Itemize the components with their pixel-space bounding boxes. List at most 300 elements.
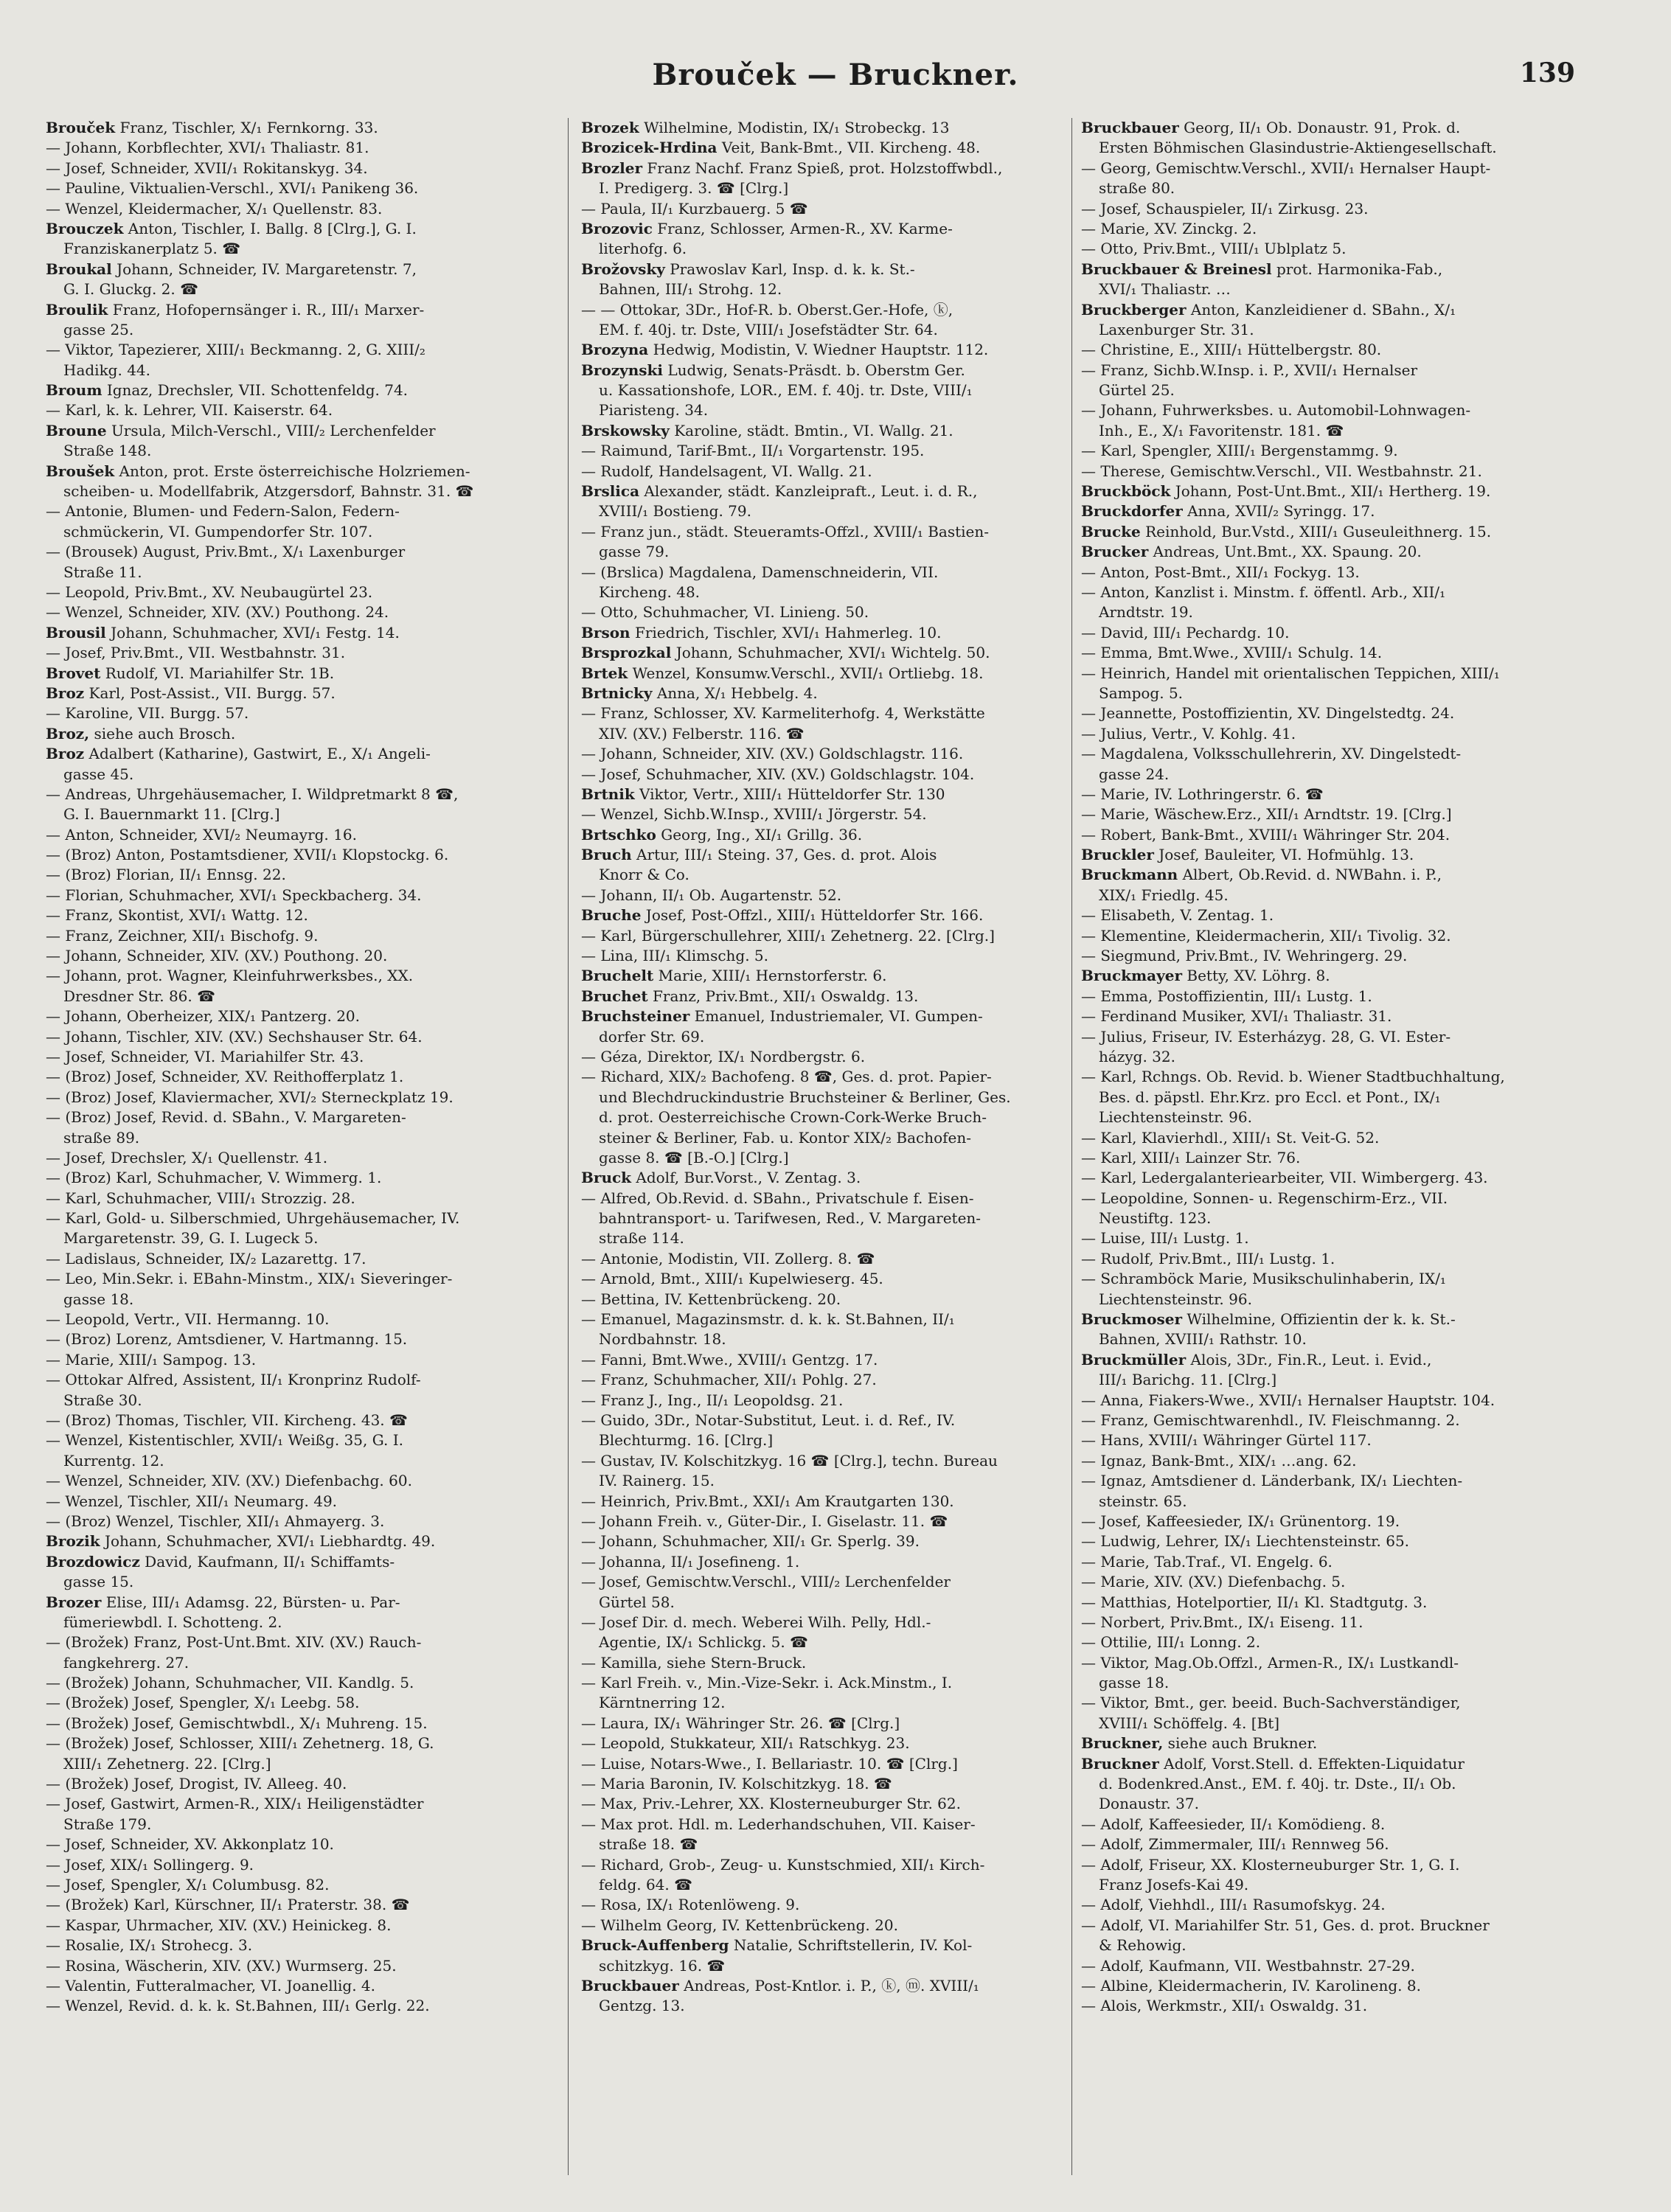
entry-text: — Anna, Fiakers-Wwe., XVII/₁ Hernalser Hauptstr. 104. xyxy=(1081,1391,1495,1409)
entry-text: David, Kaufmann, II/₁ Schiffamts- xyxy=(139,1552,395,1571)
entry-text: — Valentin, Futteralmacher, VI. Joanellig. 4. xyxy=(46,1976,376,1994)
entry-text: Kircheng. 48. xyxy=(599,582,701,601)
entry-text: — Wenzel, Kleidermacher, X/₁ Quellenstr. 83. xyxy=(46,199,383,218)
directory-line xyxy=(46,501,555,521)
directory-line xyxy=(46,602,555,622)
directory-line xyxy=(1081,724,1597,744)
entry-text: & Rehowig. xyxy=(1099,1936,1187,1955)
directory-entry xyxy=(46,1531,555,1551)
entry-text: — Karl, k. k. Lehrer, VII. Kaiserstr. 64. xyxy=(46,401,333,420)
entry-text: — Josef, Spengler, X/₁ Columbusg. 82. xyxy=(46,1875,330,1893)
directory-line xyxy=(581,804,1090,824)
entry-text: Reinhold, Bur.Vstd., XIII/₁ Guseuleithnerg. 15. xyxy=(1140,522,1492,540)
directory-line xyxy=(1081,380,1597,400)
entry-text: — Bettina, IV. Kettenbrückeng. 20. xyxy=(581,1290,841,1308)
entry-surname: Broušek xyxy=(46,462,115,480)
entry-text: — Emma, Postoffizientin, III/₁ Lustg. 1. xyxy=(1081,987,1372,1005)
directory-line xyxy=(46,1290,555,1310)
directory-line xyxy=(581,1249,1090,1269)
entry-text: — Rosa, IX/₁ Rotenlöweng. 9. xyxy=(581,1896,800,1914)
directory-line xyxy=(46,1310,555,1329)
entry-text: — Wenzel, Schneider, XIV. (XV.) Diefenbachg. 60. xyxy=(46,1472,412,1490)
entry-text: Andreas, Unt.Bmt., XX. Spaung. 20. xyxy=(1148,543,1422,561)
entry-text: — Kaspar, Uhrmacher, XIV. (XV.) Heinickeg. 8. xyxy=(46,1916,392,1934)
entry-text: — Josef, Priv.Bmt., VII. Westbahnstr. 31. xyxy=(46,644,346,662)
entry-text: házyg. 32. xyxy=(1099,1047,1175,1065)
directory-line xyxy=(1081,1228,1597,1248)
entry-text: — Ferdinand Musiker, XVI/₁ Thaliastr. 31. xyxy=(1081,1007,1392,1026)
directory-entry xyxy=(46,300,555,320)
entry-text: Straße 148. xyxy=(63,442,152,460)
entry-text: gasse 15. xyxy=(63,1573,134,1591)
entry-text: siehe auch Brosch. xyxy=(89,724,236,742)
entry-surname: Bruck-Auffenberg xyxy=(581,1936,729,1955)
entry-text: — Géza, Direktor, IX/₁ Nordbergstr. 6. xyxy=(581,1047,866,1065)
entry-text: — Anton, Schneider, XVI/₂ Neumayrg. 16. xyxy=(46,825,357,844)
directory-line xyxy=(581,239,1090,259)
entry-text: Veit, Bank-Bmt., VII. Kircheng. 48. xyxy=(717,139,981,157)
directory-line xyxy=(581,1269,1090,1289)
directory-line xyxy=(581,1492,1090,1512)
directory-entry xyxy=(581,159,1090,178)
directory-entry xyxy=(581,623,1090,643)
entry-text: — Christine, E., XIII/₁ Hüttelbergstr. 80. xyxy=(1081,341,1382,359)
entry-text: — Franz J., Ing., II/₁ Leopoldsg. 21. xyxy=(581,1391,844,1409)
directory-line xyxy=(46,1047,555,1067)
entry-text: Bahnen, III/₁ Strohg. 12. xyxy=(599,280,782,299)
directory-line xyxy=(581,1552,1090,1572)
entry-text: Wilhelmine, Offizientin der k. k. St.- xyxy=(1182,1310,1456,1329)
directory-line xyxy=(581,703,1090,723)
directory-line xyxy=(46,1794,555,1814)
entry-text: — Schramböck Marie, Musikschulinhaberin, IX/₁ xyxy=(1081,1270,1446,1288)
entry-text: — Otto, Priv.Bmt., VIII/₁ Ublplatz 5. xyxy=(1081,240,1347,258)
entry-text: XIX/₁ Friedlg. 45. xyxy=(1099,886,1229,904)
entry-text: gasse 25. xyxy=(63,320,134,338)
directory-line xyxy=(1081,178,1597,198)
entry-text: — Antonie, Blumen- und Federn-Salon, Federn- xyxy=(46,502,400,521)
entry-text: Franz Nachf. Franz Spieß, prot. Holzstoffwbdl., xyxy=(642,159,1003,177)
directory-line xyxy=(1081,1249,1597,1269)
directory-entry xyxy=(1081,542,1597,562)
entry-text: — Guido, 3Dr., Notar-Substitut, Leut. i. d. Ref., IV. xyxy=(581,1411,956,1429)
entry-surname: Bruckböck xyxy=(1081,482,1171,501)
entry-text: EM. f. 40j. tr. Dste, VIII/₁ Josefstädter Str. 64. xyxy=(599,320,938,338)
directory-line xyxy=(46,1956,555,1976)
entry-text: XVI/₁ Thaliastr. … xyxy=(1099,280,1231,299)
directory-line xyxy=(46,1088,555,1107)
entry-text: — Karl, Klavierhdl., XIII/₁ St. Veit-G. 52. xyxy=(1081,1128,1380,1147)
entry-surname: Bruchet xyxy=(581,987,648,1005)
entry-text: — Norbert, Priv.Bmt., IX/₁ Eiseng. 11. xyxy=(1081,1613,1363,1631)
directory-line xyxy=(46,785,555,804)
directory-line xyxy=(581,1189,1090,1208)
entry-surname: Broz xyxy=(46,684,85,702)
directory-line xyxy=(46,481,555,501)
directory-entry xyxy=(581,825,1090,845)
directory-line xyxy=(1081,643,1597,663)
directory-line xyxy=(581,582,1090,602)
entry-text: — Kamilla, siehe Stern-Bruck. xyxy=(581,1653,807,1672)
directory-line xyxy=(46,1976,555,1996)
entry-text: — Josef, Schuhmacher, XIV. (XV.) Goldschlagstr. 104. xyxy=(581,765,975,783)
entry-text: — Wenzel, Schneider, XIV. (XV.) Pouthong. 24. xyxy=(46,603,389,622)
directory-line xyxy=(1081,279,1597,299)
directory-line xyxy=(581,1391,1090,1411)
entry-surname: Bruchsteiner xyxy=(581,1007,690,1026)
directory-line xyxy=(46,199,555,219)
directory-line xyxy=(46,926,555,946)
directory-line xyxy=(46,804,555,824)
directory-line xyxy=(1081,1189,1597,1208)
directory-line xyxy=(46,845,555,865)
directory-entry xyxy=(46,1593,555,1613)
entry-text: Natalie, Schriftstellerin, IV. Kol- xyxy=(729,1936,973,1955)
entry-text: Johann, Schuhmacher, XVI/₁ Wichtelg. 50. xyxy=(671,644,990,662)
entry-text: Neustiftg. 123. xyxy=(1099,1209,1212,1228)
entry-text: Albert, Ob.Revid. d. NWBahn. i. P., xyxy=(1178,866,1442,884)
directory-line xyxy=(581,1430,1090,1450)
entry-text: IV. Rainerg. 15. xyxy=(599,1472,715,1490)
entry-text: — (Brožek) Josef, Spengler, X/₁ Leebg. 58. xyxy=(46,1694,360,1712)
entry-text: — Andreas, Uhrgehäusemacher, I. Wildpretmarkt 8 ☎, xyxy=(46,785,459,803)
directory-entry xyxy=(581,138,1090,158)
directory-line xyxy=(581,563,1090,582)
entry-text: — Paula, II/₁ Kurzbauerg. 5 ☎ xyxy=(581,199,808,218)
directory-line xyxy=(46,1996,555,2016)
directory-line xyxy=(581,1794,1090,1814)
directory-line xyxy=(46,400,555,420)
page-number: 139 xyxy=(1519,58,1575,88)
directory-line xyxy=(1081,1976,1597,1996)
directory-line xyxy=(581,1370,1090,1390)
entry-text: — Josef Dir. d. mech. Weberei Wilh. Pelly, Hdl.- xyxy=(581,1613,931,1631)
directory-line xyxy=(46,1471,555,1491)
entry-text: — Richard, XIX/₂ Bachofeng. 8 ☎, Ges. d. prot. Papier- xyxy=(581,1068,992,1086)
entry-text: — Alois, Werkmstr., XII/₁ Oswaldg. 31. xyxy=(1081,1997,1368,2015)
entry-text: — Rosina, Wäscherin, XIV. (XV.) Wurmserg. 25. xyxy=(46,1956,397,1975)
directory-line xyxy=(581,886,1090,905)
directory-entry xyxy=(46,744,555,764)
directory-line xyxy=(1081,1107,1597,1127)
directory-line xyxy=(581,320,1090,340)
directory-line xyxy=(46,1754,555,1774)
directory-line xyxy=(581,300,1090,320)
entry-text: Georg, Ing., XI/₁ Grillg. 36. xyxy=(656,825,863,844)
entry-text: — Emma, Bmt.Wwe., XVIII/₁ Schulg. 14. xyxy=(1081,644,1383,662)
entry-text: XVIII/₁ Schöffelg. 4. [Bt] xyxy=(1099,1714,1280,1732)
entry-text: Franz, Schlosser, Armen-R., XV. Karme- xyxy=(652,219,953,237)
directory-line xyxy=(581,542,1090,562)
directory-line xyxy=(46,703,555,723)
directory-line xyxy=(581,1996,1090,2016)
directory-line xyxy=(46,441,555,461)
entry-text: Prawoslav Karl, Insp. d. k. k. St.- xyxy=(664,260,915,278)
entry-text: — Adolf, Kaffeesieder, II/₁ Komödieng. 8. xyxy=(1081,1815,1386,1833)
entry-surname: Bruckberger xyxy=(1081,300,1187,319)
entry-text: — Marie, XIV. (XV.) Diefenbachg. 5. xyxy=(1081,1573,1346,1591)
directory-entry xyxy=(581,361,1090,380)
entry-surname: Brozer xyxy=(46,1593,102,1611)
entry-text: Alois, 3Dr., Fin.R., Leut. i. Evid., xyxy=(1186,1350,1432,1368)
entry-text: — — Ottokar, 3Dr., Hof-R. b. Oberst.Ger.-Hofe, ⓚ, xyxy=(581,300,953,319)
entry-surname: Brouček xyxy=(46,119,116,136)
entry-text: straße 18. ☎ xyxy=(599,1835,698,1854)
entry-text: — Adolf, Friseur, XX. Klosterneuburger Str. 1, G. I. xyxy=(1081,1855,1460,1874)
entry-text: Kurrentg. 12. xyxy=(63,1451,164,1470)
entry-text: — Franz jun., städt. Steueramts-Offzl., XVIII/₁ Bastien- xyxy=(581,522,990,540)
directory-line xyxy=(581,865,1090,885)
entry-text: Betty, XV. Löhrg. 8. xyxy=(1182,967,1330,985)
entry-text: — Josef, Drechsler, X/₁ Quellenstr. 41. xyxy=(46,1148,328,1166)
entry-text: — David, III/₁ Pechardg. 10. xyxy=(1081,623,1290,641)
directory-line xyxy=(1081,1714,1597,1733)
directory-line xyxy=(46,1370,555,1390)
entry-text: — Franz, Zeichner, XII/₁ Bischofg. 9. xyxy=(46,926,319,945)
entry-text: — Gustav, IV. Kolschitzkyg. 16 ☎ [Clrg.], techn. Bureau xyxy=(581,1451,998,1470)
entry-text: — Marie, Tab.Traf., VI. Engelg. 6. xyxy=(1081,1552,1333,1571)
entry-surname: Bruckner, xyxy=(1081,1734,1164,1753)
entry-text: Anton, Kanzleidiener d. SBahn., X/₁ xyxy=(1186,300,1456,319)
directory-line xyxy=(46,1733,555,1753)
directory-line xyxy=(581,1572,1090,1592)
entry-text: — (Brožek) Karl, Kürschner, II/₁ Praterstr. 38. ☎ xyxy=(46,1896,410,1914)
entry-text: Georg, II/₁ Ob. Donaustr. 91, Prok. d. xyxy=(1178,119,1461,136)
directory-entry xyxy=(46,260,555,279)
directory-line xyxy=(46,1411,555,1430)
entry-text: — Johann, Tischler, XIV. (XV.) Sechshauser Str. 64. xyxy=(46,1027,423,1046)
entry-text: Rudolf, VI. Mariahilfer Str. 1B. xyxy=(100,664,335,682)
directory-line xyxy=(581,1047,1090,1067)
directory-line xyxy=(46,1027,555,1047)
entry-text: — Ottokar Alfred, Assistent, II/₁ Kronprinz Rudolf- xyxy=(46,1371,421,1389)
entry-text: — Karl, Spengler, XIII/₁ Bergenstammg. 9. xyxy=(1081,442,1398,460)
directory-line xyxy=(1081,1290,1597,1310)
entry-text: Wilhelmine, Modistin, IX/₁ Strobeckg. 13 xyxy=(639,119,950,136)
directory-line xyxy=(1081,744,1597,764)
entry-text: — (Brožek) Franz, Post-Unt.Bmt. XIV. (XV.) Rauch- xyxy=(46,1633,422,1652)
directory-line xyxy=(1081,765,1597,785)
directory-line xyxy=(581,1916,1090,1935)
entry-surname: Brozdowicz xyxy=(46,1552,140,1571)
page-header xyxy=(0,58,1671,102)
directory-line xyxy=(581,462,1090,481)
entry-text: siehe auch Brukner. xyxy=(1163,1734,1318,1753)
entry-text: — Albine, Kleidermacherin, IV. Karolineng. 8. xyxy=(1081,1976,1421,1994)
directory-line xyxy=(46,1067,555,1087)
entry-surname: Broukal xyxy=(46,260,112,278)
directory-line xyxy=(1081,1148,1597,1168)
directory-entry xyxy=(1081,118,1597,138)
entry-text: Ursula, Milch-Verschl., VIII/₂ Lerchenfelder xyxy=(106,421,436,439)
directory-line xyxy=(46,159,555,178)
directory-line xyxy=(46,1834,555,1854)
entry-text: — Alfred, Ob.Revid. d. SBahn., Privatschule f. Eisen- xyxy=(581,1189,974,1207)
entry-surname: Broz, xyxy=(46,724,90,742)
entry-text: Inh., E., X/₁ Favoritenstr. 181. ☎ xyxy=(1099,421,1344,439)
directory-line xyxy=(46,905,555,925)
entry-surname: Bruckbauer xyxy=(1081,119,1179,136)
directory-line xyxy=(1081,905,1597,925)
directory-line xyxy=(1081,1391,1597,1411)
entry-text: — Marie, XIII/₁ Sampog. 13. xyxy=(46,1350,257,1368)
entry-surname: Brousil xyxy=(46,623,106,641)
entry-text: scheiben- u. Modellfabrik, Atzgersdorf, Bahnstr. 31. ☎ xyxy=(63,482,474,501)
entry-surname: Brozek xyxy=(581,119,639,136)
directory-line xyxy=(581,501,1090,521)
entry-surname: Bruckmayer xyxy=(1081,967,1183,985)
entry-text: — Karl, XIII/₁ Lainzer Str. 76. xyxy=(1081,1148,1301,1166)
directory-line xyxy=(1081,804,1597,824)
entry-text: Hadikg. 44. xyxy=(63,361,151,379)
entry-text: — (Brousek) August, Priv.Bmt., X/₁ Laxenburger xyxy=(46,543,406,561)
directory-line xyxy=(46,340,555,360)
directory-line xyxy=(1081,1451,1597,1471)
entry-text: Adolf, Vorst.Stell. d. Effekten-Liquidatur xyxy=(1158,1754,1465,1773)
entry-text: — Franz, Gemischtwarenhdl., IV. Fleischmanng. 2. xyxy=(1081,1411,1460,1429)
entry-text: — Adolf, VI. Mariahilfer Str. 51, Ges. d. prot. Bruckner xyxy=(1081,1916,1490,1934)
entry-surname: Broune xyxy=(46,421,107,439)
directory-line xyxy=(1081,602,1597,622)
directory-line xyxy=(46,1875,555,1895)
directory-line xyxy=(581,279,1090,299)
directory-line xyxy=(581,1350,1090,1370)
entry-text: prot. Harmonika-Fab., xyxy=(1271,260,1443,278)
directory-line xyxy=(581,1653,1090,1673)
entry-text: — Viktor, Tapezierer, XIII/₁ Beckmanng. 2, G. XIII/₂ xyxy=(46,341,425,359)
entry-text: und Blechdruckindustrie Bruchsteiner & Berliner, Ges. xyxy=(599,1088,1011,1106)
entry-text: — Wilhelm Georg, IV. Kettenbrückeng. 20. xyxy=(581,1916,898,1934)
directory-line xyxy=(581,1673,1090,1693)
directory-line xyxy=(1081,1895,1597,1915)
entry-text: — Fanni, Bmt.Wwe., XVIII/₁ Gentzg. 17. xyxy=(581,1350,878,1368)
directory-line xyxy=(1081,1935,1597,1955)
entry-text: Wenzel, Konsumw.Verschl., XVII/₁ Ortliebg. 18. xyxy=(628,664,984,682)
entry-text: — Johann Freih. v., Güter-Dir., I. Giselastr. 11. ☎ xyxy=(581,1512,948,1530)
entry-text: — (Brožek) Josef, Schlosser, XIII/₁ Zehetnerg. 18, G. xyxy=(46,1734,434,1753)
directory-line xyxy=(1081,1512,1597,1531)
directory-line xyxy=(1081,703,1597,723)
entry-text: Franziskanerplatz 5. ☎ xyxy=(63,240,241,258)
entry-text: — Jeannette, Postoffizientin, XV. Dingelstedtg. 24. xyxy=(1081,704,1455,723)
directory-line xyxy=(581,1632,1090,1652)
entry-text: Josef, Post-Offzl., XIII/₁ Hütteldorfer Str. 166. xyxy=(641,906,984,925)
entry-text: — Pauline, Viktualien-Verschl., XVI/₁ Panikeng 36. xyxy=(46,179,419,198)
directory-line xyxy=(581,1451,1090,1471)
directory-line xyxy=(46,966,555,986)
entry-text: feldg. 64. ☎ xyxy=(599,1875,693,1893)
entry-text: Straße 179. xyxy=(63,1815,152,1833)
entry-text: Piaristeng. 34. xyxy=(599,401,709,420)
entry-text: Franz, Hofopernsänger i. R., III/₁ Marxer- xyxy=(108,300,425,319)
entry-text: — Karl, Bürgerschullehrer, XIII/₁ Zehetnerg. 22. [Clrg.] xyxy=(581,926,995,945)
entry-text: — Johann, Schuhmacher, XII/₁ Gr. Sperlg. 39. xyxy=(581,1532,920,1551)
directory-entry xyxy=(581,1935,1090,1955)
entry-text: Nordbahnstr. 18. xyxy=(599,1330,726,1349)
directory-line xyxy=(581,1834,1090,1854)
entry-surname: Bruche xyxy=(581,906,642,925)
directory-line xyxy=(1081,582,1597,602)
entry-text: straße 114. xyxy=(599,1229,684,1248)
entry-text: — Leo, Min.Sekr. i. EBahn-Minstm., XIX/₁ Sieveringer- xyxy=(46,1270,453,1288)
entry-text: — Wenzel, Kistentischler, XVII/₁ Weißg. 35, G. I. xyxy=(46,1431,403,1450)
directory-entry xyxy=(46,724,555,744)
entry-text: Hedwig, Modistin, V. Wiedner Hauptstr. 112. xyxy=(648,341,989,359)
entry-text: — Siegmund, Priv.Bmt., IV. Wehringerg. 29. xyxy=(1081,947,1408,965)
entry-text: Johann, Post-Unt.Bmt., XII/₁ Hertherg. 19. xyxy=(1170,482,1491,501)
directory-line xyxy=(46,825,555,845)
entry-surname: Brozicek-Hrdina xyxy=(581,139,718,157)
entry-surname: Bruck xyxy=(581,1169,632,1187)
directory-line xyxy=(46,563,555,582)
entry-text: — (Broz) Lorenz, Amtsdiener, V. Hartmanng. 15. xyxy=(46,1330,408,1349)
entry-text: Straße 11. xyxy=(63,563,142,581)
entry-surname: Broulik xyxy=(46,300,108,319)
column-1 xyxy=(46,118,555,2183)
directory-line xyxy=(1081,361,1597,380)
entry-text: — Klementine, Kleidermacherin, XII/₁ Tivolig. 32. xyxy=(1081,926,1451,945)
directory-entry xyxy=(581,481,1090,501)
entry-text: Alexander, städt. Kanzleipraft., Leut. i. d. R., xyxy=(639,482,978,501)
entry-surname: Bruckner xyxy=(1081,1754,1159,1773)
directory-line xyxy=(1081,421,1597,441)
directory-line xyxy=(581,1733,1090,1753)
entry-text: — Emanuel, Magazinsmstr. d. k. k. St.Bahnen, II/₁ xyxy=(581,1310,955,1329)
entry-text: Artur, III/₁ Steing. 37, Ges. d. prot. Alois xyxy=(631,846,937,864)
directory-line xyxy=(1081,1492,1597,1512)
directory-line xyxy=(46,1512,555,1531)
entry-text: — Richard, Grob-, Zeug- u. Kunstschmied, XII/₁ Kirch- xyxy=(581,1855,985,1874)
entry-text: XVIII/₁ Bostieng. 79. xyxy=(599,502,751,521)
entry-surname: Bruckmoser xyxy=(1081,1310,1183,1329)
entry-text: — Otto, Schuhmacher, VI. Linieng. 50. xyxy=(581,603,869,622)
entry-text: — Julius, Vertr., V. Kohlg. 41. xyxy=(1081,724,1296,742)
directory-line xyxy=(1081,825,1597,845)
directory-line xyxy=(46,1895,555,1915)
entry-text: — Rosalie, IX/₁ Strohecg. 3. xyxy=(46,1936,253,1955)
entry-text: XIV. (XV.) Felberstr. 116. ☎ xyxy=(599,724,805,742)
entry-surname: Brskowsky xyxy=(581,421,670,439)
entry-text: — Julius, Friseur, IV. Esterházyg. 28, G. VI. Ester- xyxy=(1081,1027,1451,1046)
directory-line xyxy=(46,138,555,158)
directory-line xyxy=(46,946,555,966)
entry-text: Gürtel 58. xyxy=(599,1593,675,1611)
entry-text: gasse 24. xyxy=(1099,765,1170,783)
entry-text: steinstr. 65. xyxy=(1099,1492,1187,1510)
directory-line xyxy=(46,1653,555,1673)
directory-line xyxy=(1081,1088,1597,1107)
directory-line xyxy=(1081,1774,1597,1794)
directory-line xyxy=(1081,1006,1597,1026)
entry-surname: Brovet xyxy=(46,664,101,682)
entry-text: — Leopoldine, Sonnen- u. Regenschirm-Erz., VII. xyxy=(1081,1189,1448,1207)
directory-line xyxy=(1081,1673,1597,1693)
directory-entry xyxy=(46,684,555,703)
entry-surname: Bruckbauer & Breinesl xyxy=(1081,260,1272,278)
directory-line xyxy=(581,602,1090,622)
entry-text: Anton, Tischler, I. Ballg. 8 [Clrg.], G. I. xyxy=(123,219,417,237)
entry-text: — Johann, Korbflechter, XVI/₁ Thaliastr. 81. xyxy=(46,139,369,157)
entry-text: — Karl Freih. v., Min.-Vize-Sekr. i. Ack.Minstm., I. xyxy=(581,1674,953,1692)
entry-surname: Brucke xyxy=(1081,522,1141,540)
directory-entry xyxy=(1081,1310,1597,1329)
directory-line xyxy=(1081,462,1597,481)
entry-surname: Bruckbauer xyxy=(581,1976,679,1994)
entry-text: schmückerin, VI. Gumpendorfer Str. 107. xyxy=(63,522,373,540)
directory-entry xyxy=(1081,1754,1597,1774)
entry-text: Viktor, Vertr., XIII/₁ Hütteldorfer Str. 130 xyxy=(634,785,945,803)
directory-entry xyxy=(581,1976,1090,1996)
